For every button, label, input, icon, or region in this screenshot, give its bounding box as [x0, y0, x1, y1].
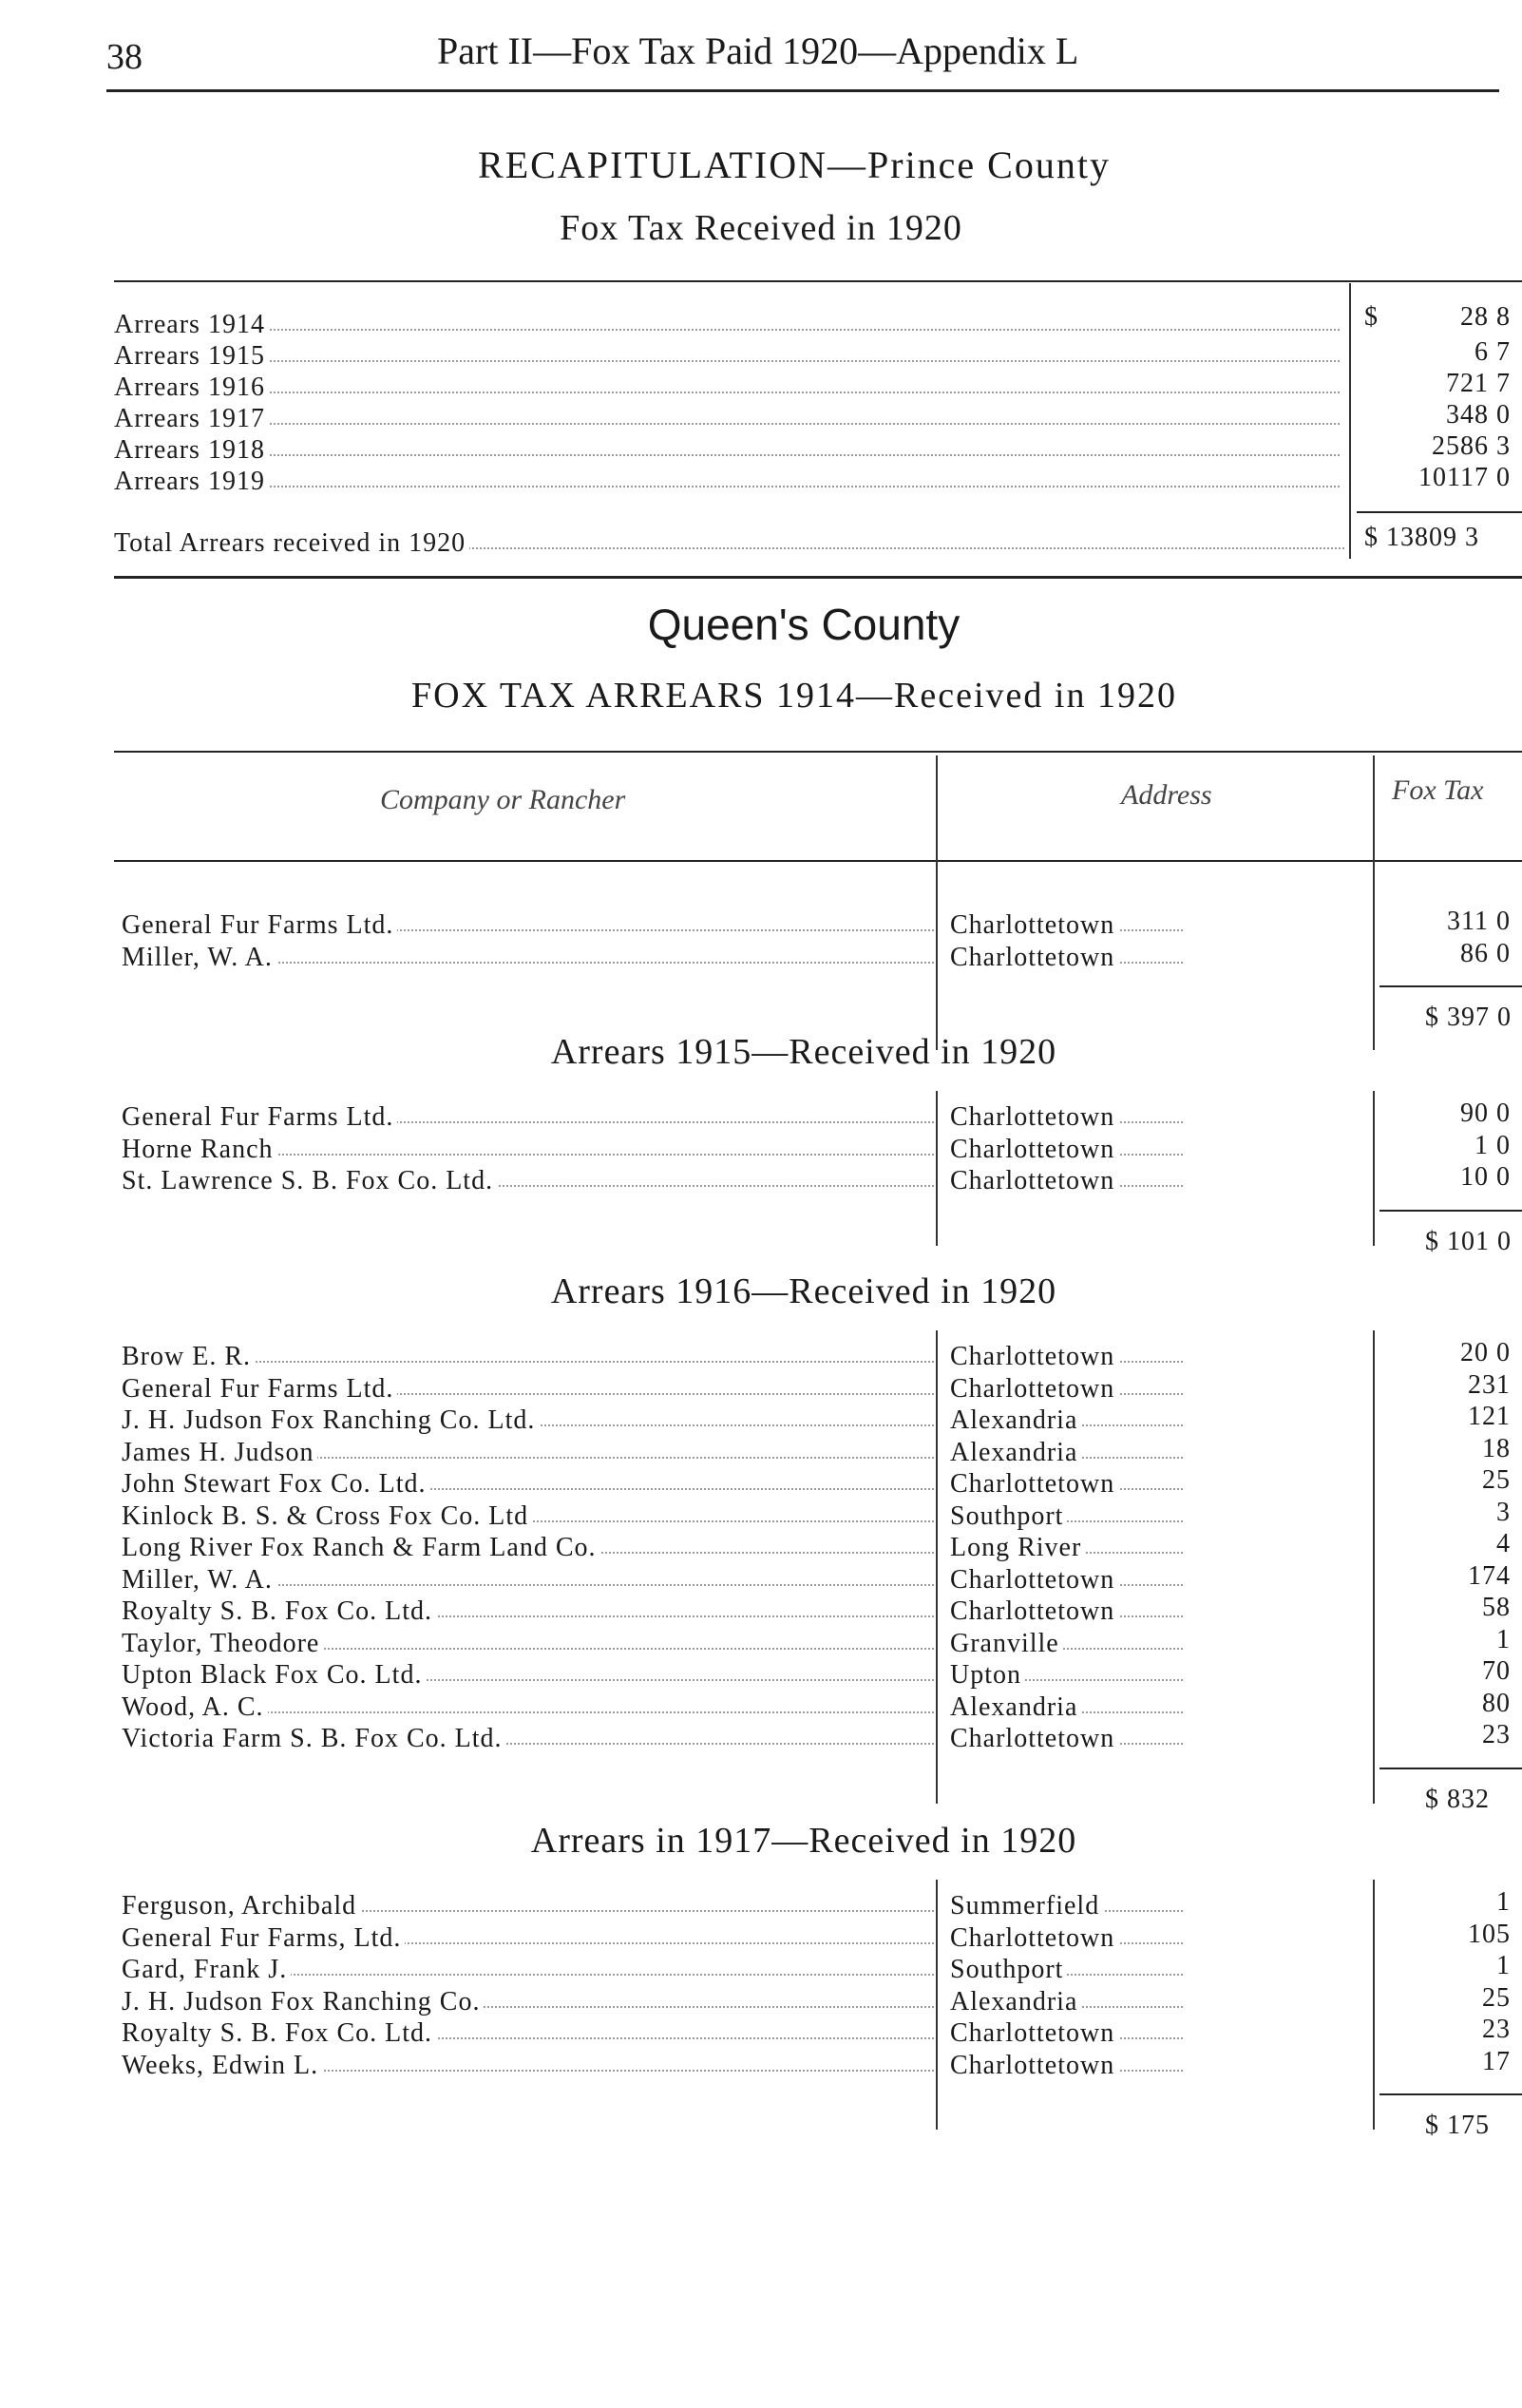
table-row-amount: 86 0: [1460, 938, 1511, 968]
recap-row-amount: 6 7: [1474, 337, 1511, 367]
table-row-amount: 1 0: [1474, 1130, 1511, 1160]
table-row-company-text: Gard, Frank J.: [122, 1955, 291, 1985]
recap-row-amount: 721 7: [1446, 369, 1511, 398]
table-row-company: [122, 1692, 934, 1721]
section-1914-title: FOX TAX ARREARS 1914—Received in 1920: [411, 676, 1177, 716]
recap-dollar-sign: $: [1364, 302, 1378, 332]
table-row-address-text: Charlottetown: [950, 1724, 1118, 1754]
table-row-address: [950, 1629, 1183, 1657]
table-row-address: [950, 2018, 1183, 2047]
table-row-address-text: Charlottetown: [950, 910, 1118, 941]
table-row-address-text: Summerfield: [950, 1891, 1103, 1921]
table-row-company: [122, 1923, 934, 1952]
table-row-address: [950, 1405, 1183, 1434]
section-title: Arrears in 1917—Received in 1920: [530, 1821, 1077, 1861]
table-row-address-text: Granville: [950, 1629, 1063, 1659]
table-row-address-text: Charlottetown: [950, 943, 1118, 973]
recap-row-label-text: Arrears 1918: [114, 435, 269, 466]
table-row-company: [122, 1342, 934, 1370]
table-row-address-text: Charlottetown: [950, 1565, 1118, 1596]
section-sum-rule: [1379, 985, 1522, 987]
table-row-address: [950, 943, 1183, 971]
table-row-company-text: Victoria Farm S. B. Fox Co. Ltd.: [122, 1724, 506, 1754]
recap-row-label: [114, 467, 1340, 495]
recap-row-label: [114, 435, 1340, 464]
column-header-company: Company or Rancher: [380, 784, 626, 815]
table-row-address-text: Charlottetown: [950, 1923, 1118, 1954]
table-row-company: [122, 1405, 934, 1434]
table-row-amount: 25: [1482, 1465, 1511, 1495]
recap-row-label-text: Arrears 1914: [114, 310, 269, 340]
table-row-company-text: Long River Fox Ranch & Farm Land Co.: [122, 1533, 600, 1563]
table-row-company-text: Royalty S. B. Fox Co. Ltd.: [122, 1596, 436, 1627]
column-header-fox-tax: Fox Tax: [1392, 774, 1484, 806]
table-row-company-text: Upton Black Fox Co. Ltd.: [122, 1660, 426, 1691]
table-row-address-text: Southport: [950, 1955, 1067, 1985]
table-row-address-text: Charlottetown: [950, 1342, 1118, 1372]
table-row-address: [950, 1923, 1183, 1952]
table-row-address: [950, 1724, 1183, 1752]
recap-row-label-text: Arrears 1917: [114, 404, 269, 434]
table-row-address: [950, 1166, 1183, 1194]
table-row-company-text: Miller, W. A.: [122, 1565, 276, 1596]
table-row-amount: 25: [1482, 1982, 1511, 2013]
recap-top-rule: [114, 280, 1522, 282]
table-row-company: [122, 1660, 934, 1689]
section-sum-rule: [1379, 2093, 1522, 2095]
section-sum-rule: [1379, 1768, 1522, 1769]
recap-subtitle: Fox Tax Received in 1920: [560, 208, 962, 248]
table-row-address-text: Charlottetown: [950, 1166, 1118, 1196]
table-row-address: [950, 910, 1183, 939]
table-row-company: [122, 1374, 934, 1403]
table-row-address-text: Southport: [950, 1501, 1067, 1532]
table-row-address-text: Upton: [950, 1660, 1025, 1691]
recap-row-label-text: Arrears 1916: [114, 373, 269, 403]
header-rule: [106, 89, 1499, 92]
table-row-company: [122, 2051, 934, 2079]
table-row-address: [950, 1565, 1183, 1594]
table-row-company-text: General Fur Farms Ltd.: [122, 1102, 397, 1133]
section-title: Arrears 1915—Received in 1920: [550, 1032, 1057, 1072]
table-row-amount: 1: [1496, 1624, 1511, 1654]
table-row-amount: 231: [1468, 1369, 1511, 1400]
table-row-amount: 174: [1468, 1560, 1511, 1591]
table-row-amount: 121: [1468, 1402, 1511, 1431]
table-row-company: [122, 1596, 934, 1625]
table-row-amount: 1: [1496, 1951, 1511, 1980]
column-header-address: Address: [1121, 779, 1212, 811]
table-row-company: [122, 1533, 934, 1561]
table-row-company-text: John Stewart Fox Co. Ltd.: [122, 1469, 430, 1500]
table-row-company: [122, 1955, 934, 1983]
table-row-address: [950, 1102, 1183, 1131]
table-row-address: [950, 1987, 1183, 2016]
recap-total-row: [114, 528, 1344, 557]
table-row-amount: 17: [1482, 2046, 1511, 2076]
table-row-address: [950, 1955, 1183, 1983]
table-row-amount: 1: [1496, 1887, 1511, 1917]
table-row-company: [122, 1469, 934, 1498]
recap-row-label: [114, 341, 1340, 370]
table-row-company: [122, 1135, 934, 1163]
table-row-address-text: Charlottetown: [950, 1596, 1118, 1627]
page-number: 38: [106, 37, 143, 77]
table-row-company-text: Horne Ranch: [122, 1135, 277, 1165]
recap-bottom-rule: [114, 576, 1522, 579]
recap-row-label: [114, 310, 1340, 338]
table-row-amount: 20 0: [1460, 1338, 1511, 1367]
recap-row-amount: 10117 0: [1418, 463, 1511, 492]
table-row-address: [950, 1891, 1183, 1920]
table-row-address: [950, 1135, 1183, 1163]
table-row-company: [122, 1629, 934, 1657]
table-row-company-text: J. H. Judson Fox Ranching Co.: [122, 1987, 484, 2017]
recap-total-amount: $ 13809 3: [1364, 523, 1479, 552]
table-row-address-text: Charlottetown: [950, 2018, 1118, 2049]
table-row-company-text: General Fur Farms Ltd.: [122, 910, 397, 941]
table-row-address: [950, 1533, 1183, 1561]
table-row-company-text: J. H. Judson Fox Ranching Co. Ltd.: [122, 1405, 539, 1436]
table-row-company-text: Taylor, Theodore: [122, 1629, 323, 1659]
table-row-address-text: Charlottetown: [950, 1135, 1118, 1165]
county-title: Queen's County: [647, 600, 961, 649]
table-row-amount: 105: [1468, 1919, 1511, 1949]
address-column-rule: [936, 1330, 938, 1804]
table-row-amount: 10 0: [1460, 1162, 1511, 1192]
recap-row-amount: 348 0: [1446, 400, 1511, 430]
table-row-company: [122, 1438, 934, 1466]
table-row-company-text: Miller, W. A.: [122, 943, 276, 973]
section-title: Arrears 1916—Received in 1920: [550, 1271, 1057, 1311]
table-row-company-text: Kinlock B. S. & Cross Fox Co. Ltd: [122, 1501, 532, 1532]
table-row-company: [122, 910, 934, 939]
table-row-address: [950, 1501, 1183, 1530]
table-row-amount: 58: [1482, 1593, 1511, 1622]
table-row-company-text: General Fur Farms Ltd.: [122, 1374, 397, 1405]
table-row-amount: 23: [1482, 2015, 1511, 2044]
table-row-amount: 70: [1482, 1656, 1511, 1686]
table-row-company-text: Wood, A. C.: [122, 1692, 268, 1723]
table-row-company: [122, 1102, 934, 1131]
table-row-company: [122, 1166, 934, 1194]
table-row-address: [950, 2051, 1183, 2079]
table-row-address: [950, 1374, 1183, 1403]
address-column-rule: [936, 755, 938, 1050]
table-row-amount: 311 0: [1447, 907, 1511, 936]
table-row-amount: 4: [1496, 1529, 1511, 1558]
table-row-company: [122, 1501, 934, 1530]
table-row-amount: 3: [1496, 1497, 1511, 1527]
table-row-address-text: Long River: [950, 1533, 1085, 1563]
table-row-company-text: General Fur Farms, Ltd.: [122, 1923, 405, 1954]
table-row-address: [950, 1660, 1183, 1689]
section-sum-rule: [1379, 1210, 1522, 1212]
table-row-company: [122, 2018, 934, 2047]
recap-title: RECAPITULATION—Prince County: [478, 143, 1111, 186]
recap-total-label: Total Arrears received in 1920: [114, 528, 469, 559]
running-title: Part II—Fox Tax Paid 1920—Appendix L: [437, 29, 1079, 72]
table-row-address: [950, 1469, 1183, 1498]
recap-sum-rule: [1357, 511, 1522, 513]
table-row-amount: 80: [1482, 1688, 1511, 1718]
table-top-rule: [114, 751, 1522, 753]
table-row-address: [950, 1596, 1183, 1625]
table-row-company-text: Brow E. R.: [122, 1342, 255, 1372]
table-row-address-text: Alexandria: [950, 1438, 1081, 1468]
table-row-address: [950, 1692, 1183, 1721]
table-row-address: [950, 1342, 1183, 1370]
table-row-company: [122, 1724, 934, 1752]
column-header-rule: [114, 860, 1522, 862]
recap-row-label: [114, 404, 1340, 432]
table-row-amount: 18: [1482, 1433, 1511, 1463]
section-total-amount: $ 832: [1425, 1784, 1490, 1814]
recap-row-label-text: Arrears 1915: [114, 341, 269, 372]
section-total-amount: $ 101 0: [1425, 1226, 1512, 1256]
recap-row-amount: 28 8: [1460, 302, 1511, 332]
recap-row-label: [114, 373, 1340, 401]
table-row-address-text: Alexandria: [950, 1405, 1081, 1436]
table-row-company-text: Ferguson, Archibald: [122, 1891, 360, 1921]
table-row-amount: 23: [1482, 1720, 1511, 1749]
table-row-address-text: Alexandria: [950, 1987, 1081, 2017]
address-column-rule: [936, 1091, 938, 1246]
table-row-company-text: St. Lawrence S. B. Fox Co. Ltd.: [122, 1166, 497, 1196]
table-row-address-text: Charlottetown: [950, 1469, 1118, 1500]
table-row-address-text: Charlottetown: [950, 1374, 1118, 1405]
table-row-company-text: Royalty S. B. Fox Co. Ltd.: [122, 2018, 436, 2049]
table-row-address-text: Alexandria: [950, 1692, 1081, 1723]
table-row-amount: 90 0: [1460, 1099, 1511, 1128]
table-row-company: [122, 943, 934, 971]
table-row-address-text: Charlottetown: [950, 2051, 1118, 2081]
tax-column-rule: [1373, 755, 1375, 1050]
recap-row-label-text: Arrears 1919: [114, 467, 269, 497]
table-row-address: [950, 1438, 1183, 1466]
recap-row-amount: 2586 3: [1432, 431, 1511, 461]
table-row-company: [122, 1565, 934, 1594]
table-row-company-text: James H. Judson: [122, 1438, 317, 1468]
address-column-rule: [936, 1880, 938, 2130]
table-row-address-text: Charlottetown: [950, 1102, 1118, 1133]
table-row-company-text: Weeks, Edwin L.: [122, 2051, 322, 2081]
section-total-amount: $ 175: [1425, 2111, 1490, 2140]
table-row-company: [122, 1987, 934, 2016]
section-total-amount: $ 397 0: [1425, 1003, 1512, 1032]
table-row-company: [122, 1891, 934, 1920]
